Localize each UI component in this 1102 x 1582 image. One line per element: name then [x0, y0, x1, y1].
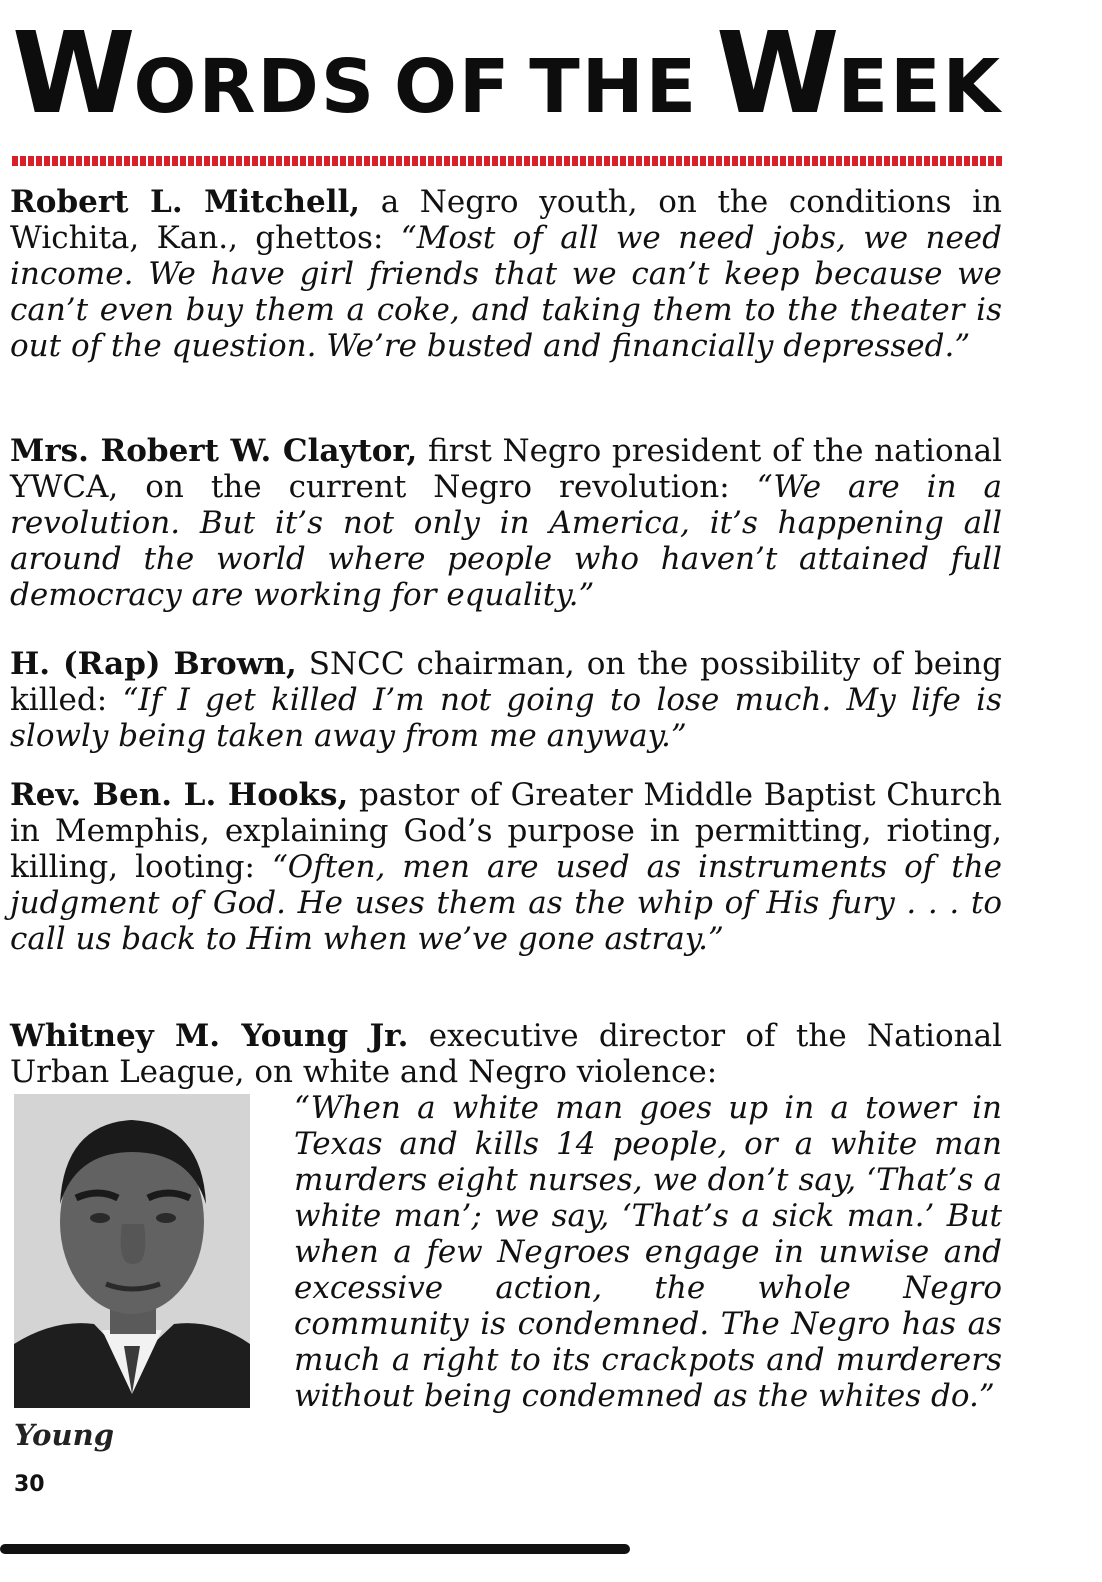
- quote-text: “Most of all we need jobs, we need income. We have girl friends that we can’t keep because we can’t even buy them a coke, and taking them to the theater is out of the question. We’re busted and financially depressed.”: [10, 220, 1002, 364]
- title-word-the: THE: [529, 44, 699, 130]
- photo-block: [10, 1090, 294, 1478]
- speaker-name: Mrs. Robert W. Claytor,: [10, 433, 418, 469]
- speaker-context: SNCC chairman, on the possibility of being killed:: [10, 646, 1002, 718]
- photo-caption: Young: [14, 1418, 114, 1452]
- quote-text: “If I get killed I’m not going to lose much. My life is slowly being taken away from me anyway.”: [10, 682, 1002, 754]
- speaker-name: Whitney M. Young Jr.: [10, 1018, 409, 1054]
- home-indicator-bar[interactable]: [0, 1544, 630, 1554]
- quote-text: “Often, men are used as instruments of the judgment of God. He uses them as the whip of His fury . . . to call us back to Him when we’ve gone astray.”: [10, 849, 1003, 957]
- speaker-context: first Negro president of the national YWCA, on the current Negro revolution:: [10, 433, 1002, 505]
- portrait-photo: [14, 1094, 250, 1408]
- speaker-name: Rev. Ben. L. Hooks,: [10, 777, 349, 813]
- title-word-words: WORDS: [12, 9, 377, 139]
- page-number: 30: [14, 1472, 45, 1497]
- title-word-week: WEEK: [716, 9, 1002, 139]
- speaker-name: Robert L. Mitchell,: [10, 184, 361, 220]
- title-word-of: OF: [393, 44, 512, 130]
- speaker-context: pastor of Greater Middle Baptist Church in Memphis, explaining God’s purpose in permitting, rioting, killing, looting:: [10, 777, 1003, 885]
- quote-entry-hooks: [10, 777, 1002, 957]
- speaker-context: a Negro youth, on the conditions in Wichita, Kan., ghettos:: [10, 184, 1002, 256]
- portrait-illustration: [14, 1094, 250, 1408]
- speaker-name: H. (Rap) Brown,: [10, 646, 297, 682]
- quote-text: “We are in a revolution. But it’s not only in America, it’s happening all around the world where people who haven’t attained full democracy are working for equality.”: [10, 469, 1002, 613]
- speaker-context: executive director of the National Urban League, on white and Negro violence:: [10, 1018, 1002, 1090]
- quote-entry-brown: [10, 646, 1002, 754]
- red-dashed-rule: [12, 156, 1002, 166]
- quote-entry-young: [10, 1018, 1002, 1478]
- quote-entry-mitchell: [10, 184, 1002, 364]
- page-title: [12, 9, 1002, 139]
- quote-text: “When a white man goes up in a tower in Texas and kills 14 people, or a white man murders eight nurses, we don’t say, ‘That’s a white man’; we say, ‘That’s a sick man.’ But when a few Negroes engage in unwise and excessive action, the whole Negro community is condemned. The Negro has as much a right to its crackpots and murderers without being condemned as the whites do.”: [294, 1090, 1002, 1414]
- quote-entry-claytor: [10, 433, 1002, 613]
